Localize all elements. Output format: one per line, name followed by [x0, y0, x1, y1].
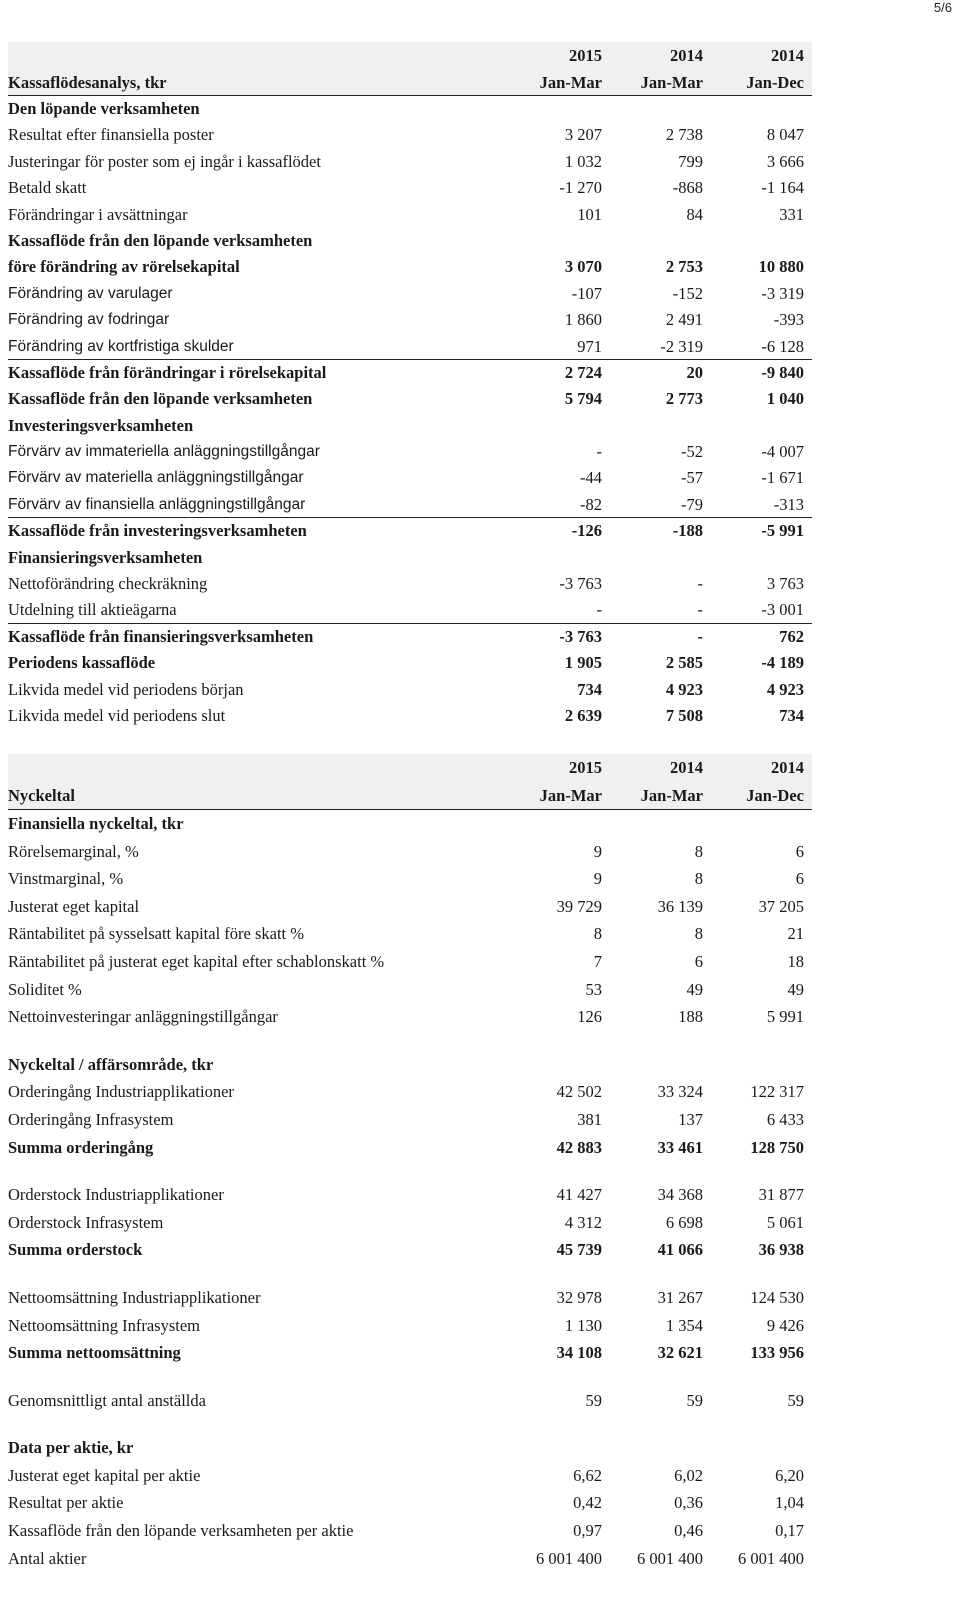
row-value-col-1: 39 729 [556, 896, 602, 916]
row-value-col-1: -3 763 [559, 626, 602, 646]
row-value-col-1: 734 [577, 679, 602, 699]
row-label: Orderingång Infrasystem [8, 1109, 174, 1129]
row-value-col-2: 2 773 [665, 389, 703, 409]
table-row [8, 1209, 812, 1237]
table-row [8, 1181, 812, 1209]
row-label: Finansiella nyckeltal, tkr [8, 814, 184, 833]
row-value-col-1: -1 270 [559, 178, 602, 198]
table-row [8, 1517, 812, 1545]
row-value-col-1: 53 [585, 979, 602, 999]
row-value-col-3: -6 128 [761, 336, 804, 356]
row-value-col-3: -9 840 [761, 362, 804, 382]
row-value-col-1: 3 070 [564, 257, 602, 277]
row-value-col-3: 3 763 [766, 574, 804, 594]
table-row [8, 1003, 812, 1031]
table-row [8, 838, 812, 866]
row-value-col-1: 3 207 [564, 125, 602, 145]
table-row [8, 149, 812, 175]
row-value-col-3: 21 [787, 924, 804, 944]
row-value-col-2: 2 585 [665, 653, 703, 673]
table-row [8, 1387, 812, 1415]
table-row [8, 948, 812, 976]
table-row [8, 650, 812, 676]
table-row [8, 1106, 812, 1134]
row-value-col-3: 5 061 [766, 1212, 804, 1232]
cashflow-header-row [8, 69, 812, 96]
row-value-col-1: 971 [577, 336, 602, 356]
row-label: Nyckeltal / affärsområde, tkr [8, 1054, 214, 1074]
row-value-col-1: 101 [577, 204, 602, 224]
row-value-col-1: 126 [577, 1007, 602, 1027]
row-label: Summa nettoomsättning [8, 1343, 181, 1363]
row-value-col-1: 32 978 [556, 1287, 602, 1307]
row-value-col-2: 2 491 [665, 310, 703, 330]
table-row [8, 624, 812, 650]
table-row [8, 1339, 812, 1367]
spacer-row [8, 1264, 812, 1284]
keyfigures-year-row [8, 754, 812, 782]
year-col-2: 2014 [670, 46, 703, 65]
row-value-col-3: 331 [779, 204, 804, 224]
row-value-col-3: 6 001 400 [738, 1548, 804, 1568]
row-label: Förändring av fodringar [8, 311, 170, 329]
table-row [8, 122, 812, 148]
row-value-col-3: -4 007 [761, 442, 804, 462]
spacer-row [8, 1367, 812, 1387]
row-value-col-1: -44 [580, 468, 602, 488]
row-label: Nettoinvesteringar anläggningstillgångar [8, 1007, 278, 1027]
row-value-col-2: 8 [694, 841, 703, 861]
row-value-col-3: 128 750 [750, 1137, 804, 1157]
table-row [8, 865, 812, 893]
table-row [8, 920, 812, 948]
row-value-col-3: 10 880 [758, 257, 804, 277]
row-label: Förändring av kortfristiga skulder [8, 337, 234, 355]
row-value-col-3: -313 [773, 494, 804, 514]
period-col-2: Jan-Mar [640, 786, 703, 805]
row-label: Förvärv av finansiella anläggningstillgångar [8, 495, 306, 513]
row-value-col-3: -5 991 [761, 521, 804, 541]
row-value-col-2: 4 923 [665, 679, 703, 699]
row-label: Justerat eget kapital per aktie [8, 1465, 201, 1485]
row-value-col-3: 8 047 [766, 125, 804, 145]
row-value-col-3: 31 877 [758, 1185, 804, 1205]
period-col-2: Jan-Mar [640, 73, 703, 92]
row-label: Orderstock Industriapplikationer [8, 1185, 224, 1205]
row-value-col-1: 9 [593, 841, 602, 861]
row-label: Nettoförändring checkräkning [8, 574, 208, 594]
row-label: Summa orderingång [8, 1137, 154, 1157]
row-value-col-3: 18 [787, 951, 804, 971]
row-value-col-3: 0,17 [775, 1521, 804, 1541]
table-row [8, 175, 812, 201]
table-row [8, 334, 812, 360]
table-row [8, 1462, 812, 1490]
row-label: Genomsnittligt antal anställda [8, 1390, 206, 1410]
row-value-col-2: 2 753 [665, 257, 703, 277]
row-label: Orderingång Industriapplikationer [8, 1082, 234, 1102]
row-value-col-1: -3 763 [559, 574, 602, 594]
row-value-col-1: -107 [571, 283, 602, 303]
keyfigures-title: Nyckeltal [8, 786, 75, 805]
table-row [8, 360, 812, 386]
keyfigures-header-row [8, 782, 812, 810]
row-value-col-3: 6 433 [766, 1109, 804, 1129]
row-value-col-2: 34 368 [657, 1185, 703, 1205]
row-value-col-1: 1 130 [564, 1315, 602, 1335]
row-value-col-2: 2 738 [665, 125, 703, 145]
row-label: Utdelning till aktieägarna [8, 600, 177, 620]
row-label: före förändring av rörelsekapital [8, 257, 240, 277]
row-label: Kassaflöde från den löpande verksamheten [8, 230, 313, 250]
spacer-row [8, 1031, 812, 1051]
row-label: Kassaflöde från den löpande verksamheten [8, 389, 313, 409]
table-row [8, 386, 812, 412]
row-value-col-2: -52 [681, 442, 703, 462]
row-value-col-3: -3 319 [761, 283, 804, 303]
table-row [8, 281, 812, 307]
row-value-col-2: 8 [694, 869, 703, 889]
row-label: Soliditet % [8, 979, 82, 999]
row-value-col-2: - [697, 600, 703, 620]
row-value-col-2: 31 267 [657, 1287, 703, 1307]
row-label: Den löpande verksamheten [8, 99, 200, 118]
row-value-col-3: 3 666 [766, 151, 804, 171]
row-value-col-1: 7 [593, 951, 602, 971]
row-value-col-1: 2 724 [564, 362, 602, 382]
cashflow-table [8, 42, 812, 729]
row-value-col-2: 33 461 [657, 1137, 703, 1157]
table-row [8, 597, 812, 623]
row-value-col-3: 9 426 [766, 1315, 804, 1335]
row-value-col-2: 6 [694, 951, 703, 971]
row-label: Justeringar för poster som ej ingår i kassaflödet [8, 151, 321, 171]
row-label: Summa orderstock [8, 1240, 143, 1260]
row-value-col-3: 762 [779, 626, 804, 646]
table-row [8, 518, 812, 544]
row-value-col-3: 6,20 [775, 1465, 804, 1485]
year-col-2: 2014 [670, 758, 703, 777]
row-label: Likvida medel vid periodens slut [8, 705, 226, 725]
row-label: Vinstmarginal, % [8, 869, 124, 889]
table-row [8, 1489, 812, 1517]
row-label: Resultat efter finansiella poster [8, 125, 214, 145]
period-col-3: Jan-Dec [746, 73, 804, 92]
row-value-col-2: -79 [681, 494, 703, 514]
row-value-col-2: - [697, 574, 703, 594]
row-value-col-3: 1 040 [766, 389, 804, 409]
row-value-col-2: -188 [672, 521, 703, 541]
row-value-col-3: 4 923 [766, 679, 804, 699]
row-value-col-2: 8 [694, 924, 703, 944]
table-row [8, 439, 812, 465]
table-row [8, 1434, 812, 1462]
row-label: Justerat eget kapital [8, 896, 140, 916]
row-value-col-2: 799 [678, 151, 703, 171]
table-row [8, 202, 812, 228]
row-label: Betald skatt [8, 178, 87, 198]
row-label: Förändringar i avsättningar [8, 204, 188, 224]
row-value-col-2: 49 [686, 979, 703, 999]
row-value-col-3: 49 [787, 979, 804, 999]
row-value-col-3: 37 205 [758, 896, 804, 916]
row-value-col-2: - [697, 626, 703, 646]
row-label: Orderstock Infrasystem [8, 1212, 164, 1232]
table-row [8, 307, 812, 333]
row-value-col-1: 42 502 [556, 1082, 602, 1102]
keyfigures-table [8, 754, 812, 1572]
row-value-col-2: 6 001 400 [637, 1548, 703, 1568]
table-row [8, 254, 812, 280]
table-row [8, 465, 812, 491]
row-value-col-2: -152 [672, 283, 703, 303]
table-row [8, 571, 812, 597]
row-value-col-2: 32 621 [657, 1343, 703, 1363]
year-col-3: 2014 [771, 46, 804, 65]
row-label: Förvärv av materiella anläggningstillgångar [8, 469, 304, 487]
row-value-col-1: -82 [580, 494, 602, 514]
row-value-col-2: 0,36 [674, 1493, 703, 1513]
row-label: Kassaflöde från investeringsverksamheten [8, 521, 307, 541]
row-value-col-3: -393 [773, 310, 804, 330]
year-col-1: 2015 [569, 758, 602, 777]
row-value-col-1: 42 883 [556, 1137, 602, 1157]
row-label: Antal aktier [8, 1548, 87, 1568]
row-value-col-3: 734 [779, 705, 804, 725]
year-col-3: 2014 [771, 758, 804, 777]
cashflow-title: Kassaflödesanalys, tkr [8, 73, 167, 92]
row-value-col-2: 41 066 [657, 1240, 703, 1260]
table-row [8, 1236, 812, 1264]
row-value-col-2: 33 324 [657, 1082, 703, 1102]
row-value-col-2: 59 [686, 1390, 703, 1410]
row-value-col-1: -126 [571, 521, 602, 541]
row-value-col-3: 122 317 [750, 1082, 804, 1102]
row-value-col-2: 84 [686, 204, 703, 224]
table-row [8, 1134, 812, 1162]
row-label: Nettoomsättning Industriapplikationer [8, 1287, 261, 1307]
row-label: Räntabilitet på sysselsatt kapital före skatt % [8, 924, 305, 944]
spacer-row [8, 1161, 812, 1181]
row-value-col-3: -1 164 [761, 178, 804, 198]
row-value-col-3: -1 671 [761, 468, 804, 488]
row-label: Resultat per aktie [8, 1493, 124, 1513]
row-value-col-1: 6,62 [573, 1465, 602, 1485]
table-row [8, 976, 812, 1004]
row-value-col-2: -868 [672, 178, 703, 198]
table-row [8, 1284, 812, 1312]
row-value-col-2: 137 [678, 1109, 703, 1129]
table-row [8, 1545, 812, 1573]
row-value-col-1: 59 [585, 1390, 602, 1410]
row-value-col-2: -57 [681, 468, 703, 488]
row-value-col-3: 6 [795, 841, 804, 861]
row-value-col-2: 1 354 [665, 1315, 703, 1335]
row-value-col-1: 1 860 [564, 310, 602, 330]
row-value-col-1: 0,42 [573, 1493, 602, 1513]
period-col-1: Jan-Mar [539, 73, 602, 92]
year-col-1: 2015 [569, 46, 602, 65]
row-value-col-2: 6,02 [674, 1465, 703, 1485]
row-value-col-1: - [596, 442, 602, 462]
row-value-col-1: 1 905 [564, 653, 602, 673]
row-value-col-1: 45 739 [556, 1240, 602, 1260]
row-label: Investeringsverksamheten [8, 415, 194, 435]
table-row [8, 545, 812, 571]
table-row [8, 413, 812, 439]
row-value-col-1: 2 639 [564, 705, 602, 725]
row-label: Kassaflöde från förändringar i rörelsekapital [8, 362, 327, 382]
row-value-col-1: 6 001 400 [536, 1548, 602, 1568]
row-value-col-3: -3 001 [761, 600, 804, 620]
table-row [8, 703, 812, 729]
table-row [8, 96, 812, 122]
row-label: Förvärv av immateriella anläggningstillgångar [8, 443, 320, 461]
row-label: Periodens kassaflöde [8, 653, 156, 673]
row-value-col-1: 34 108 [556, 1343, 602, 1363]
row-value-col-1: 4 312 [564, 1212, 602, 1232]
row-label: Kassaflöde från den löpande verksamheten per aktie [8, 1521, 354, 1541]
cashflow-year-row [8, 42, 812, 69]
row-value-col-2: 7 508 [665, 705, 703, 725]
period-col-1: Jan-Mar [539, 786, 602, 805]
row-value-col-2: 6 698 [665, 1212, 703, 1232]
row-label: Rörelsemarginal, % [8, 841, 139, 861]
page-number: 5/6 [933, 0, 952, 15]
row-label: Likvida medel vid periodens början [8, 679, 244, 699]
row-value-col-2: 36 139 [657, 896, 703, 916]
table-row [8, 810, 812, 838]
row-label: Nettoomsättning Infrasystem [8, 1315, 201, 1335]
table-row [8, 893, 812, 921]
row-value-col-1: 381 [577, 1109, 602, 1129]
row-value-col-3: 36 938 [758, 1240, 804, 1260]
period-col-3: Jan-Dec [746, 786, 804, 805]
spacer-row [8, 1414, 812, 1434]
row-label: Räntabilitet på justerat eget kapital efter schablonskatt % [8, 951, 385, 971]
table-row [8, 1312, 812, 1340]
row-value-col-1: 5 794 [564, 389, 602, 409]
row-value-col-2: 0,46 [674, 1521, 703, 1541]
row-label: Data per aktie, kr [8, 1438, 134, 1458]
row-value-col-1: 9 [593, 869, 602, 889]
row-label: Kassaflöde från finansieringsverksamheten [8, 626, 314, 646]
table-row [8, 677, 812, 703]
row-value-col-2: 188 [678, 1007, 703, 1027]
row-value-col-3: 133 956 [750, 1343, 804, 1363]
table-row [8, 228, 812, 254]
row-value-col-1: 41 427 [556, 1185, 602, 1205]
row-value-col-2: 20 [686, 362, 703, 382]
table-row [8, 1051, 812, 1079]
row-value-col-1: 8 [593, 924, 602, 944]
row-label: Finansieringsverksamheten [8, 547, 203, 567]
row-value-col-2: -2 319 [660, 336, 703, 356]
row-value-col-3: -4 189 [761, 653, 804, 673]
row-label: Förändring av varulager [8, 284, 173, 302]
row-value-col-1: 1 032 [564, 151, 602, 171]
table-row [8, 1078, 812, 1106]
row-value-col-3: 59 [787, 1390, 804, 1410]
row-value-col-3: 1,04 [775, 1493, 804, 1513]
row-value-col-3: 6 [795, 869, 804, 889]
row-value-col-1: 0,97 [573, 1521, 602, 1541]
row-value-col-1: - [596, 600, 602, 620]
row-value-col-3: 5 991 [766, 1007, 804, 1027]
table-row [8, 492, 812, 518]
row-value-col-3: 124 530 [750, 1287, 804, 1307]
